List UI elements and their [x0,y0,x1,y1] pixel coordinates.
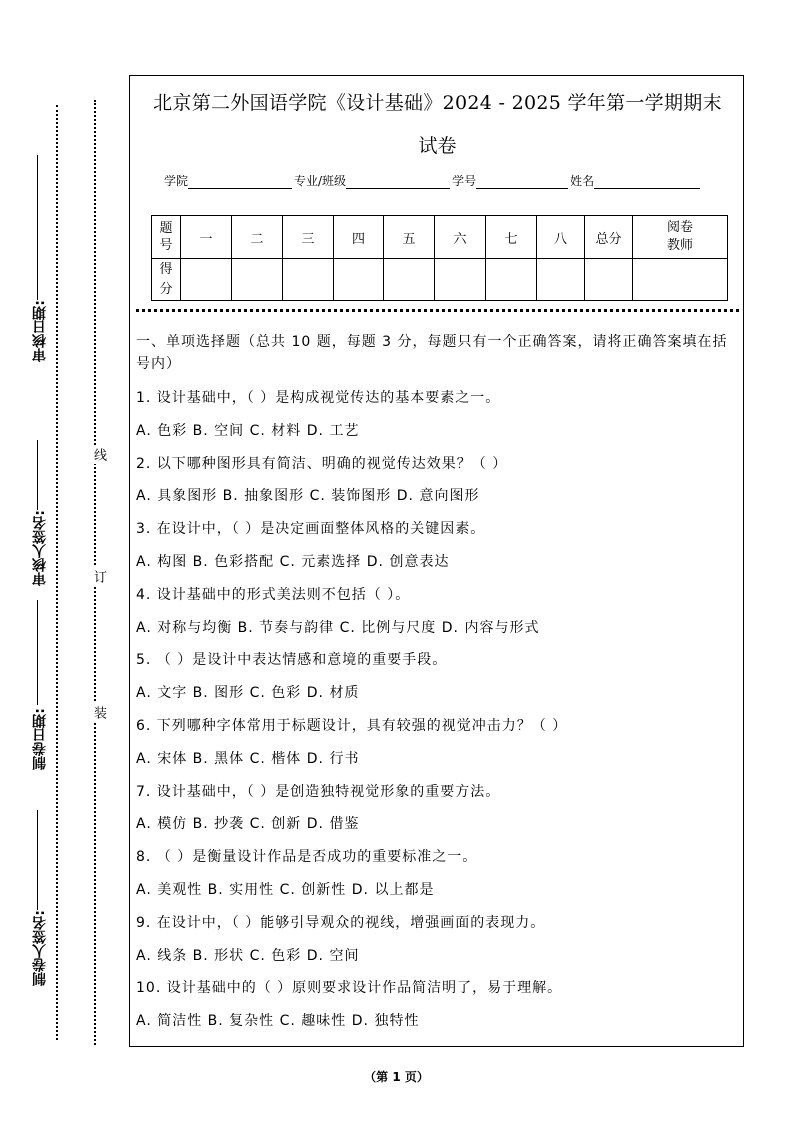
score-cell-reviewer[interactable] [633,259,728,301]
column-header: 七 [486,216,537,259]
question-text: 6. 下列哪种字体常用于标题设计，具有较强的视觉冲击力？（ ） [136,717,568,734]
question-text: 8. （ ）是衡量设计作品是否成功的重要标准之一。 [136,849,478,866]
column-header: 五 [384,216,435,259]
page-title-continued: 试卷 [418,135,457,157]
question-text: 7. 设计基础中，（ ）是创造独特视觉形象的重要方法。 [136,783,501,800]
cut-mark-bind: 装 [89,703,108,722]
question-options: A. 线条 B. 形状 C. 色彩 D. 空间 [136,947,360,964]
student-info-row [164,172,702,189]
column-header-total: 总分 [585,216,633,259]
major-field[interactable] [346,174,450,189]
binding-margin [0,0,130,1122]
signature-line [37,155,38,300]
college-field[interactable] [188,174,292,189]
question-options: A. 文字 B. 图形 C. 色彩 D. 材质 [136,685,360,702]
question-options: A. 模仿 B. 抄袭 C. 创新 D. 借鉴 [136,816,360,833]
name-field[interactable] [594,174,700,189]
column-header: 八 [537,216,585,259]
column-header-reviewer: 阅卷 教师 [633,216,728,259]
score-cell[interactable] [334,259,384,301]
score-cell[interactable] [283,259,334,301]
page-number: （第 1 页） [364,1070,429,1084]
review-date-label: 审核日期: [32,300,48,362]
question-list [136,387,736,1043]
question-text: 4. 设计基础中的形式美法则不包括（ ）。 [136,586,411,603]
name-label: 姓名 [570,174,595,188]
question-text: 1. 设计基础中，（ ）是构成视觉传达的基本要素之一。 [136,390,501,406]
dotted-separator [136,309,739,312]
question-text: 3. 在设计中，（ ）是决定画面整体风格的关键因素。 [136,521,486,538]
score-cell-total[interactable] [585,259,633,301]
question-options: A. 具象图形 B. 抽象图形 C. 装饰图形 D. 意向图形 [136,488,480,505]
score-cell[interactable] [232,259,283,301]
score-cell[interactable] [181,259,232,301]
exam-paper [129,75,744,1047]
student-id-label: 学号 [452,174,477,188]
college-label: 学院 [164,174,189,188]
question-options: A. 宋体 B. 黑体 C. 楷体 D. 行书 [136,750,360,767]
question-text: 9. 在设计中，（ ）能够引导观众的视线，增强画面的表现力。 [136,914,546,931]
cut-mark-line: 线 [89,445,108,464]
column-header: 三 [283,216,334,259]
exam-date-label: 制卷日期: [32,708,48,770]
score-cell[interactable] [435,259,486,301]
header-cell-question-no: 题 号 [152,216,181,259]
page-title: 北京第二外国语学院《设计基础》2024 - 2025 学年第一学期期末 [153,92,722,114]
section-instruction: 一、单项选择题（总共 10 题，每题 3 分，每题只有一个正确答案，请将正确答案填在括号内） [136,334,728,372]
question-options: A. 对称与均衡 B. 节奏与韵律 C. 比例与尺度 D. 内容与形式 [136,619,540,636]
header-cell-score: 得 分 [152,259,181,301]
maker-signature-label: 制卷人签名: [32,910,48,986]
question-options: A. 简洁性 B. 复杂性 C. 趣味性 D. 独特性 [136,1013,420,1030]
question-options: A. 色彩 B. 空间 C. 材料 D. 工艺 [136,422,360,439]
question-text: 2. 以下哪种图形具有简洁、明确的视觉传达效果？（ ） [136,455,508,472]
cut-mark-staple: 订 [89,567,108,586]
score-cell[interactable] [384,259,435,301]
column-header: 四 [334,216,384,259]
student-id-field[interactable] [476,174,568,189]
score-table [151,215,728,301]
column-header: 一 [181,216,232,259]
signature-line [37,440,38,510]
major-label: 专业/班级 [294,174,347,188]
question-options: A. 构图 B. 色彩搭配 C. 元素选择 D. 创意表达 [136,553,450,570]
signature-line [37,810,38,910]
question-text: 10. 设计基础中的（ ）原则要求设计作品简洁明了，易于理解。 [136,980,563,997]
dotted-line-outer [56,105,58,1040]
column-header: 六 [435,216,486,259]
column-header: 二 [232,216,283,259]
score-cell[interactable] [486,259,537,301]
question-text: 5. （ ）是设计中表达情感和意境的重要手段。 [136,652,448,669]
question-options: A. 美观性 B. 实用性 C. 创新性 D. 以上都是 [136,881,435,898]
signature-line [37,600,38,705]
reviewer-signature-label: 审核人签名: [32,510,48,586]
score-cell[interactable] [537,259,585,301]
